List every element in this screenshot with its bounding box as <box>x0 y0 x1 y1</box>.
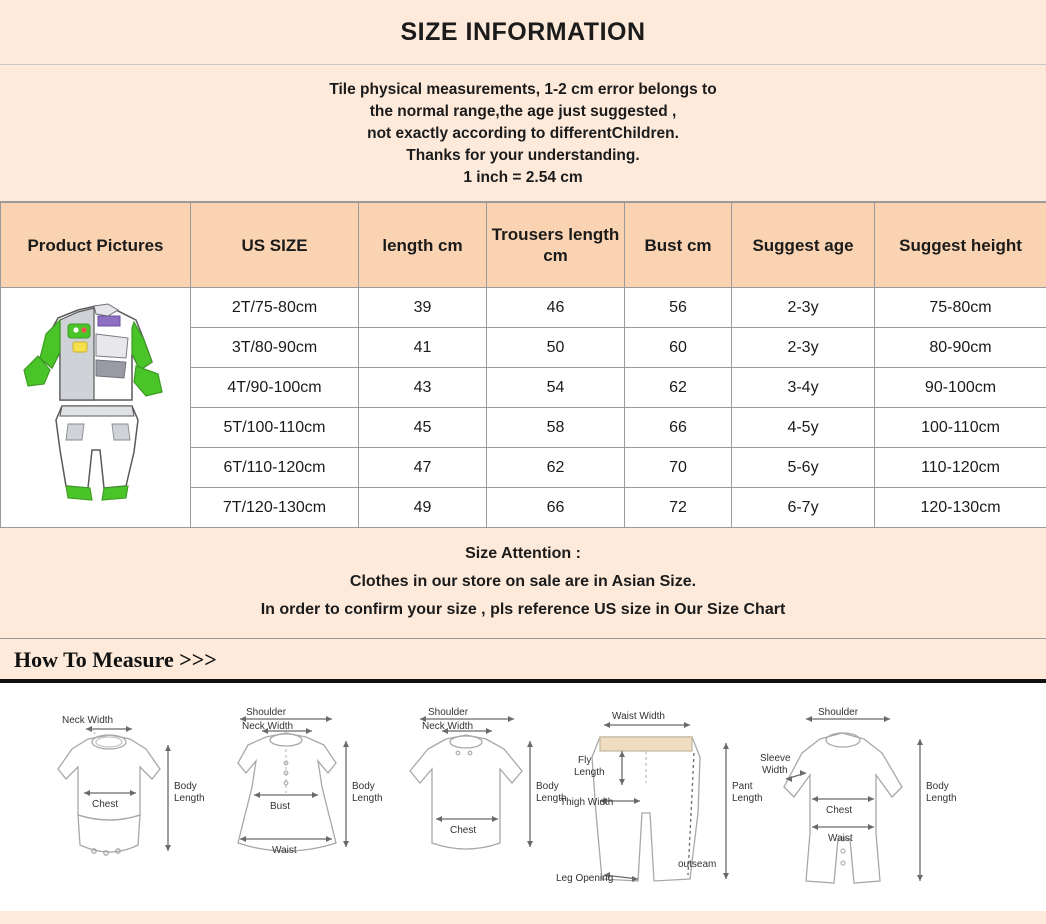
measurement-diagrams <box>0 683 1046 911</box>
cell-length: 39 <box>359 288 487 328</box>
cell-bust: 66 <box>625 408 732 448</box>
cell-trousers: 46 <box>487 288 625 328</box>
cell-age: 2-3y <box>732 328 875 368</box>
note-line: not exactly according to differentChildren. <box>367 125 679 142</box>
title-band <box>0 0 1046 65</box>
cell-bust: 72 <box>625 488 732 528</box>
svg-text:Length: Length <box>926 793 957 804</box>
label-outseam: outseam <box>678 859 717 870</box>
attention-band <box>0 528 1046 639</box>
label-sleeve-width: Sleeve <box>760 753 791 764</box>
size-table <box>0 202 1046 528</box>
cell-age: 6-7y <box>732 488 875 528</box>
page-title: SIZE INFORMATION <box>400 17 646 46</box>
note-line: the normal range,the age just suggested , <box>369 103 677 120</box>
svg-text:Length: Length <box>574 767 605 778</box>
label-shoulder: Shoulder <box>428 707 469 718</box>
cell-length: 49 <box>359 488 487 528</box>
cell-height: 120-130cm <box>875 488 1046 528</box>
label-body-length: Body <box>352 781 375 792</box>
cell-height: 100-110cm <box>875 408 1046 448</box>
cell-bust: 70 <box>625 448 732 488</box>
label-leg-opening: Leg Opening <box>556 873 614 884</box>
cell-trousers: 50 <box>487 328 625 368</box>
label-shoulder: Shoulder <box>246 707 287 718</box>
label-chest: Chest <box>826 805 853 816</box>
attention-line: In order to confirm your size , pls reference US size in Our Size Chart <box>260 601 786 618</box>
cell-height: 75-80cm <box>875 288 1046 328</box>
label-waist: Waist <box>828 833 853 844</box>
cell-trousers: 66 <box>487 488 625 528</box>
header-trousers-length: Trousers length cm <box>487 203 625 288</box>
diagram-pants <box>556 711 763 884</box>
diagram-svg <box>0 683 1046 911</box>
note-line: 1 inch = 2.54 cm <box>463 169 583 186</box>
label-shoulder: Shoulder <box>818 707 859 718</box>
note-line: Tile physical measurements, 1-2 cm error belongs to <box>329 81 717 98</box>
cell-height: 80-90cm <box>875 328 1046 368</box>
table-header-row <box>1 203 1046 288</box>
cell-height: 110-120cm <box>875 448 1046 488</box>
svg-text:Length: Length <box>536 793 567 804</box>
cell-us-size: 2T/75-80cm <box>191 288 359 328</box>
label-waist-width: Waist Width <box>612 711 665 722</box>
label-thigh-width: Thigh Width <box>560 797 614 808</box>
diagram-top <box>410 707 567 849</box>
cell-length: 47 <box>359 448 487 488</box>
header-us-size: US SIZE <box>191 203 359 288</box>
diagram-romper <box>760 707 957 883</box>
cell-bust: 60 <box>625 328 732 368</box>
label-waist: Waist <box>272 845 297 856</box>
label-body-length: Body <box>926 781 949 792</box>
cell-bust: 56 <box>625 288 732 328</box>
label-chest: Chest <box>450 825 477 836</box>
label-fly-length: Fly <box>578 755 592 766</box>
header-product-pictures: Product Pictures <box>1 203 191 288</box>
diagram-dress <box>238 707 383 856</box>
attention-title: Size Attention : <box>465 545 581 562</box>
label-body-length: Body <box>174 781 197 792</box>
cell-age: 4-5y <box>732 408 875 448</box>
diagram-bodysuit <box>58 715 205 855</box>
svg-text:Width: Width <box>762 765 788 776</box>
how-to-measure-title: How To Measure >>> <box>14 647 217 672</box>
svg-text:Length: Length <box>174 793 205 804</box>
cell-bust: 62 <box>625 368 732 408</box>
cell-length: 41 <box>359 328 487 368</box>
cell-age: 2-3y <box>732 288 875 328</box>
cell-length: 45 <box>359 408 487 448</box>
cell-trousers: 58 <box>487 408 625 448</box>
cell-trousers: 54 <box>487 368 625 408</box>
product-picture-cell <box>1 288 191 528</box>
label-bust: Bust <box>270 801 291 812</box>
cell-trousers: 62 <box>487 448 625 488</box>
table-row <box>1 288 1046 328</box>
header-length: length cm <box>359 203 487 288</box>
attention-line: Clothes in our store on sale are in Asian Size. <box>349 573 697 590</box>
product-image <box>16 300 176 515</box>
notes-band <box>0 65 1046 202</box>
label-neck-width: Neck Width <box>422 721 474 732</box>
label-body-length: Body <box>536 781 559 792</box>
label-pant-length: Pant <box>732 781 753 792</box>
cell-us-size: 3T/80-90cm <box>191 328 359 368</box>
cell-age: 3-4y <box>732 368 875 408</box>
cell-us-size: 7T/120-130cm <box>191 488 359 528</box>
svg-text:Length: Length <box>352 793 383 804</box>
cell-length: 43 <box>359 368 487 408</box>
note-line: Thanks for your understanding. <box>406 147 640 164</box>
header-suggest-age: Suggest age <box>732 203 875 288</box>
cell-age: 5-6y <box>732 448 875 488</box>
cell-height: 90-100cm <box>875 368 1046 408</box>
label-neck-width: Neck Width <box>242 721 294 732</box>
svg-text:Length: Length <box>732 793 763 804</box>
header-suggest-height: Suggest height <box>875 203 1046 288</box>
cell-us-size: 6T/110-120cm <box>191 448 359 488</box>
cell-us-size: 5T/100-110cm <box>191 408 359 448</box>
label-chest: Chest <box>92 799 119 810</box>
cell-us-size: 4T/90-100cm <box>191 368 359 408</box>
header-bust: Bust cm <box>625 203 732 288</box>
label-neck-width: Neck Width <box>62 715 114 726</box>
how-to-measure-band <box>0 639 1046 673</box>
